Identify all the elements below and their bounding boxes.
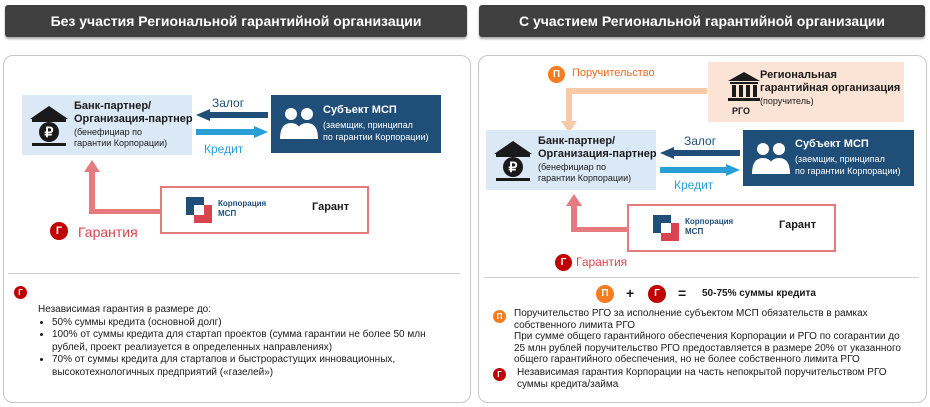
right-credit-label: Кредит bbox=[674, 178, 714, 192]
left-bank-sub1: (бенефициар по bbox=[74, 127, 143, 137]
right-surety-badge: П bbox=[548, 66, 565, 83]
right-note-p bbox=[514, 308, 920, 366]
note-line: Поручительство РГО за исполнение субъектом МСП обязательств в рамках bbox=[514, 308, 868, 319]
right-msp-sub1: (заемщик, принципал bbox=[795, 154, 885, 164]
svg-text:₽: ₽ bbox=[44, 124, 54, 140]
left-guarantee-label: Гарантия bbox=[78, 224, 138, 240]
right-note-g bbox=[517, 367, 919, 391]
left-guarantee-arrow bbox=[84, 160, 164, 216]
left-msp-sub1: (заемщик, принципал bbox=[323, 120, 413, 130]
right-divider bbox=[484, 277, 919, 278]
right-surety-label: Поручительство bbox=[572, 67, 655, 79]
left-msp-title: Субъект МСП bbox=[323, 104, 397, 116]
left-collateral-label: Залог bbox=[212, 96, 245, 110]
note-g-badge: Г bbox=[493, 368, 506, 381]
right-bank-box bbox=[486, 130, 656, 190]
left-bank-title2: Организация-партнер bbox=[74, 113, 193, 125]
formula-result: 50-75% суммы кредита bbox=[702, 288, 816, 299]
right-rgo-title1: Региональная bbox=[760, 69, 837, 81]
right-rgo-abbr: РГО bbox=[732, 106, 750, 116]
left-bank-sub2: гарантии Корпорации) bbox=[74, 138, 168, 148]
right-surety-arrow bbox=[557, 83, 707, 133]
note-p-badge: П bbox=[493, 310, 506, 323]
note-line: 25 млн рублей поручительство РГО предоставляется в размере 20% от указанного bbox=[514, 342, 901, 354]
bank-ruble-icon bbox=[28, 103, 70, 147]
note-line: Независимая гарантия Корпорации на часть непокрытой поручительством РГО bbox=[517, 367, 887, 378]
right-corp-name2: МСП bbox=[685, 227, 704, 236]
note-line: собственного лимита РГО bbox=[514, 319, 635, 331]
left-note-intro: Независимая гарантия в размере до: bbox=[38, 304, 212, 315]
corporation-msp-logo bbox=[653, 215, 679, 241]
bank-ruble-icon bbox=[492, 138, 534, 182]
right-guarantee-label: Гарантия bbox=[576, 255, 628, 269]
formula-equals: = bbox=[678, 285, 687, 301]
formula-plus: + bbox=[626, 285, 635, 301]
corporation-msp-logo bbox=[186, 197, 212, 223]
right-rgo-sub: (поручитель) bbox=[760, 96, 814, 106]
left-collateral-arrow bbox=[196, 109, 268, 121]
left-msp-sub2: по гарантии Корпорации) bbox=[323, 132, 429, 142]
people-icon bbox=[279, 105, 319, 141]
right-guarantor-label: Гарант bbox=[779, 219, 817, 231]
formula-g-badge: Г bbox=[648, 285, 666, 303]
left-note bbox=[38, 304, 458, 379]
note-line: общего гарантийного обеспечения, но не более собственного лимита РГО bbox=[514, 354, 860, 365]
right-header: С участием Региональной гарантийной организации bbox=[479, 5, 925, 37]
right-collateral-label: Залог bbox=[684, 134, 717, 148]
right-guarantee-badge: Г bbox=[555, 254, 572, 271]
left-corp-name2: МСП bbox=[218, 209, 237, 218]
left-note-item: • 70% от суммы кредита для стартапов и быстрорастущих инновационных, высокотехнологичных предприятий («газелей») bbox=[52, 354, 458, 379]
right-corp-name1: Корпорация bbox=[685, 217, 734, 226]
left-header: Без участия Региональной гарантийной организации bbox=[5, 5, 467, 37]
note-line: При сумме общего гарантийного обеспечения Корпорации и РГО по согарантии до bbox=[514, 331, 900, 342]
left-guarantor-label: Гарант bbox=[312, 201, 350, 213]
right-collateral-arrow bbox=[660, 147, 740, 159]
left-guarantee-badge: Г bbox=[50, 222, 68, 240]
right-msp-title: Субъект МСП bbox=[795, 138, 869, 150]
right-bank-title2: Организация-партнер bbox=[538, 148, 657, 160]
left-credit-arrow bbox=[196, 126, 268, 138]
left-divider bbox=[8, 273, 460, 274]
formula-p-badge: П bbox=[596, 285, 614, 303]
left-corp-name1: Корпорация bbox=[218, 199, 267, 208]
right-credit-arrow bbox=[660, 164, 740, 176]
note-line: суммы кредита/займа bbox=[517, 379, 619, 390]
left-note-badge: Г bbox=[14, 286, 27, 299]
left-bank-title1: Банк-партнер/ bbox=[74, 100, 152, 112]
right-guarantee-arrow bbox=[566, 194, 630, 234]
left-note-item: • 50% суммы кредита (основной долг) bbox=[52, 317, 458, 330]
left-guarantor-box bbox=[160, 186, 369, 234]
right-guarantor-box bbox=[627, 204, 836, 252]
people-icon bbox=[751, 140, 791, 176]
right-bank-sub2: гарантии Корпорации) bbox=[538, 173, 632, 183]
left-msp-box bbox=[271, 95, 441, 153]
right-rgo-box bbox=[708, 62, 904, 122]
right-bank-title1: Банк-партнер/ bbox=[538, 135, 616, 147]
right-rgo-title2: гарантийная организация bbox=[760, 82, 901, 94]
right-bank-sub1: (бенефициар по bbox=[538, 162, 607, 172]
institution-icon bbox=[728, 72, 760, 102]
svg-text:₽: ₽ bbox=[508, 159, 518, 175]
right-msp-sub2: по гарантии Корпорации) bbox=[795, 166, 901, 176]
left-note-item: • 100% от суммы кредита для стартап проектов (сумма гарантии не более 50 млн рублей, проект реализуется в определенных направлениях) bbox=[52, 329, 458, 354]
right-msp-box bbox=[743, 130, 914, 186]
left-credit-label: Кредит bbox=[204, 142, 244, 156]
left-bank-box bbox=[22, 95, 192, 155]
